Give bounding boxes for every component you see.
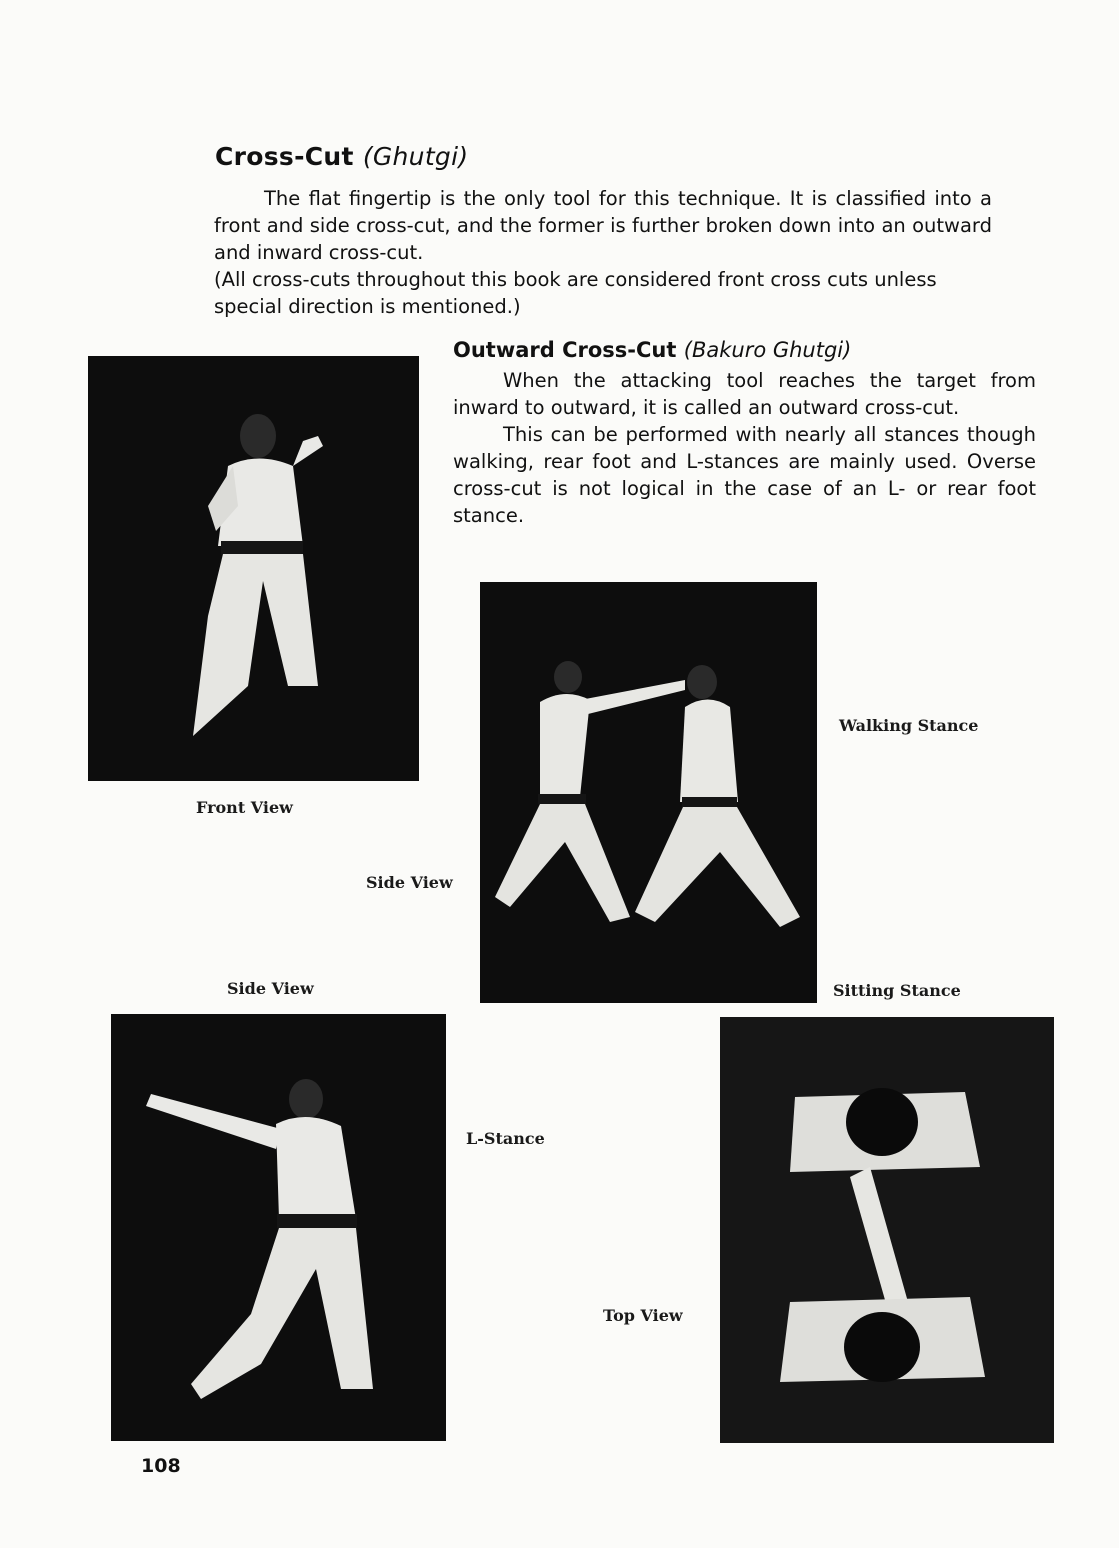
section-text [453,367,1036,529]
intro-paragraph-2: (All cross-cuts throughout this book are considered front cross cuts unless special direction is mentioned.) [214,268,937,318]
photo-l-stance [111,1014,446,1441]
photo-walking-stance [480,582,817,1003]
intro-text [214,185,992,320]
caption-sitting-stance: Sitting Stance [833,981,961,1000]
caption-walking-stance: Walking Stance [839,716,979,735]
section-title-main: Outward Cross-Cut [453,338,677,362]
figure-walking-stance [480,582,817,1003]
caption-side-view-1: Side View [366,873,453,892]
caption-top-view: Top View [603,1306,683,1325]
caption-front-view: Front View [196,798,293,817]
section-paragraph-1: When the attacking tool reaches the target from inward to outward, it is called an outward cross-cut. [453,369,1036,419]
page-number: 108 [141,1455,181,1477]
section-paragraph-2: This can be performed with nearly all stances though walking, rear foot and L-stances are mainly used. Overse cross-cut is not logical in the case of an L- or rear foot stance. [453,423,1036,527]
caption-side-view-2: Side View [227,979,314,998]
title-korean: (Ghutgi) [362,142,469,171]
section-title-korean: (Bakuro Ghutgi) [683,338,852,362]
figure-l-stance [111,1014,446,1441]
figure-front-view [88,356,419,781]
photo-front-view [88,356,419,781]
page-title [215,142,468,171]
title-main: Cross-Cut [215,142,354,171]
figure-sitting-stance-top [720,1017,1054,1443]
section-title [453,338,851,362]
caption-l-stance: L-Stance [466,1129,545,1148]
intro-paragraph-1: The flat fingertip is the only tool for this technique. It is classified into a front and side cross-cut, and the former is further broken down into an outward and inward cross-cut. [214,187,992,264]
photo-sitting-stance-top [720,1017,1054,1443]
